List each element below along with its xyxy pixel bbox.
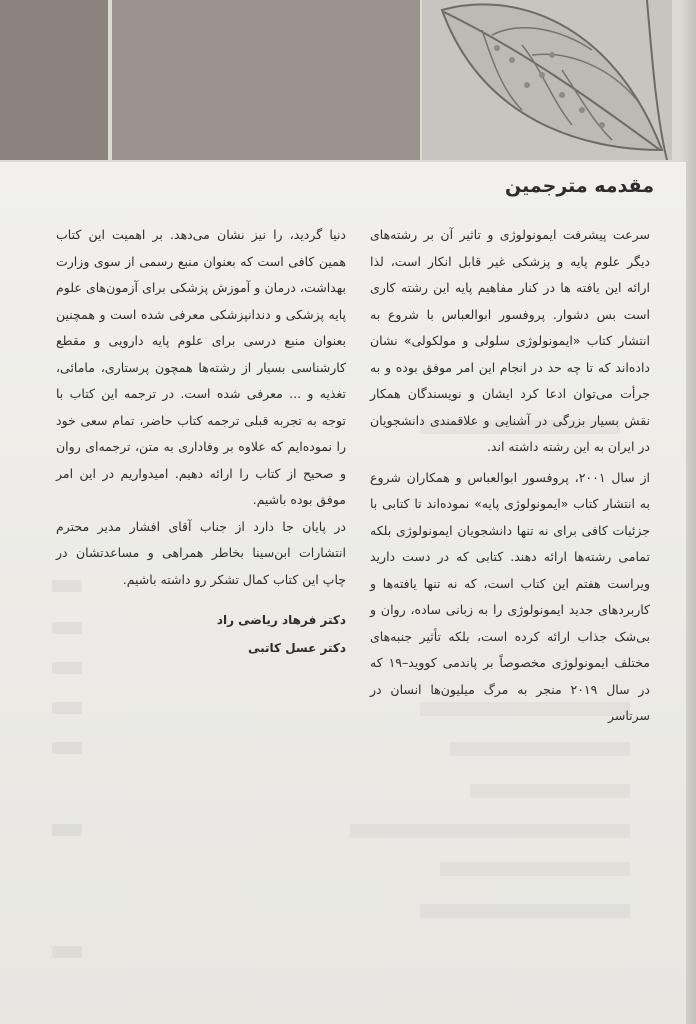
paragraph: سرعت پیشرفت ایمونولوژی و تاثیر آن بر رشته‌های دیگر علوم پایه و پزشکی غیر قابل انکار است، لذا ارائه این یافته ها در کنار مفاهیم پایه این رشته کاری است بس دشوار. پروفسور ابوالعباس با شروع به انتشار کتاب «ایمونولوژی سلولی و مولکولی» نشان داده‌اند که تا چه حد در انجام این امر موفق بوده و به جرأت می‌توان ادعا کرد ایشان و نویسندگان همکار نقش بسیار بزرگی در آشنایی و علاقمندی دانشجویان در ایران به این رشته داشته اند. (370, 227, 650, 454)
paragraph: در پایان جا دارد از جناب آقای افشار مدیر محترم انتشارات ابن‌سینا بخاطر همراهی و مساعدتشان در چاپ این کتاب کمال تشکر رو داشته باشیم. (56, 518, 346, 587)
color-swatch-dark (0, 0, 108, 160)
leaf-illustration-icon (422, 0, 672, 160)
left-column (56, 222, 346, 677)
right-column (370, 222, 650, 730)
color-swatch-mid (112, 0, 420, 160)
translator-name: دکتر فرهاد ریاضی راد (216, 613, 346, 627)
paragraph: دنیا گردید، را نیز نشان می‌دهد. بر اهمیت این کتاب همین کافی است که بعنوان منبع رسمی از سوی وزارت بهداشت، درمان و آموزش پزشکی برای آزمون‌های علوم پایه پزشکی و دندانپزشکی معرفی شده است و همچنین بعنوان منبع درسی برای علوم پایه دارویی و مقطع کارشناسی بسیار از رشته‌ها همچون پرستاری، مامائی، تغذیه و ... معرفی شده است. در ترجمه این کتاب با توجه به تجربه قبلی ترجمه کتاب حاضر، تمام سعی خود را نموده‌ایم که علاوه بر وفاداری به متن، ترجمه‌ای روان و صحیح از کتاب را ارائه دهیم. امیدواریم در این امر موفق بوده باشیم. (56, 227, 346, 507)
section-title: مقدمه مترجمین (505, 175, 654, 197)
translator-name: دکتر عسل کاتبی (247, 641, 346, 655)
signature-block (56, 607, 346, 677)
paragraph: از سال ۲۰۰۱، پروفسور ابوالعباس و همکاران شروع به انتشار کتاب «ایمونولوژی پایه» نموده‌اند تا کتابی با جزئیات کافی برای نه تنها دانشجویان ایمونولوژی بلکه تمامی رشته‌ها ارائه دهند. کتابی که در دست دارید ویراست هفتم این کتاب است، که نه تنها یافته‌ها و کاربردهای جدید ایمونولوژی را به زبانی ساده، روان و بی‌شک جذاب ارائه کرده است، بلکه تأثیر جنبه‌های مختلف ایمونولوژی مخصوصاً بر پاندمی کووید–۱۹ که در سال ۲۰۱۹ منجر به مرگ میلیون‌ها انسان در سرتاسر (370, 469, 650, 723)
